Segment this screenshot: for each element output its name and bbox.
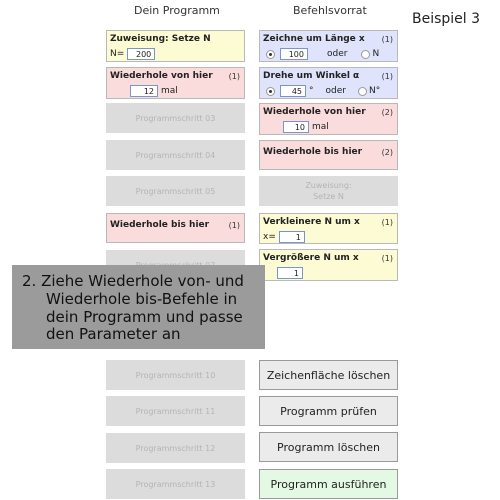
- program-assign-block[interactable]: [106, 30, 245, 62]
- assign-line-1: Zuweisung:: [305, 181, 352, 190]
- clear-canvas-button[interactable]: Zeichenfläche löschen: [259, 360, 398, 390]
- instruction-line-2: Wiederhole bis-Befehle in: [46, 290, 238, 308]
- block-title: Wiederhole von hier: [263, 107, 366, 117]
- example-label: Beispiel 3: [412, 11, 481, 27]
- program-step-04[interactable]: Programmschritt 04: [106, 140, 245, 170]
- command-repeat-until-block[interactable]: [259, 140, 398, 170]
- block-title: Verkleinere N um x: [263, 217, 360, 227]
- instruction-line-1: 2. Ziehe Wiederhole von- und: [22, 272, 244, 290]
- or-label: oder: [327, 49, 348, 59]
- run-program-button[interactable]: Programm ausführen: [259, 469, 398, 499]
- block-title: Drehe um Winkel α: [263, 71, 360, 81]
- decrease-value-input[interactable]: 1: [279, 231, 305, 243]
- alt-label: N: [372, 49, 380, 59]
- block-title: Vergrößere N um x: [263, 253, 359, 263]
- block-count: (2): [381, 108, 393, 117]
- block-count: (1): [228, 221, 240, 230]
- program-repeat-until-block[interactable]: [106, 213, 245, 243]
- repeat-unit: mal: [312, 122, 329, 132]
- command-assign-disabled: [259, 176, 398, 206]
- program-step-11[interactable]: Programmschritt 11: [106, 396, 245, 426]
- angle-n-radio[interactable]: [358, 87, 367, 96]
- program-step-05[interactable]: Programmschritt 05: [106, 176, 245, 206]
- length-value-radio[interactable]: [266, 50, 275, 59]
- repeat-count-input[interactable]: 10: [283, 121, 309, 133]
- angle-input[interactable]: 45: [280, 85, 306, 97]
- block-title: Wiederhole bis hier: [263, 147, 363, 157]
- block-title: Wiederhole bis hier: [110, 220, 210, 230]
- block-title: Zuweisung: Setze N: [110, 34, 211, 44]
- block-count: (1): [228, 72, 240, 81]
- command-repeat-from-block[interactable]: [259, 103, 398, 135]
- degree-unit: °: [309, 86, 314, 96]
- length-input[interactable]: 100: [280, 48, 308, 60]
- n-prefix: N=: [110, 49, 125, 59]
- repeat-count-input[interactable]: 12: [130, 85, 158, 97]
- program-step-03[interactable]: Programmschritt 03: [106, 103, 245, 133]
- command-increase-block[interactable]: [259, 249, 398, 281]
- block-count: (1): [381, 35, 393, 44]
- or-label: oder: [325, 86, 346, 96]
- block-title: Wiederhole von hier: [110, 71, 213, 81]
- check-program-button[interactable]: Programm prüfen: [259, 396, 398, 426]
- block-count: (1): [381, 254, 393, 263]
- commands-column-title: Befehlsvorrat: [293, 4, 367, 17]
- program-step-12[interactable]: Programmschritt 12: [106, 433, 245, 463]
- delete-program-button[interactable]: Programm löschen: [259, 432, 398, 462]
- command-draw-block[interactable]: [259, 30, 398, 62]
- block-count: (1): [381, 218, 393, 227]
- repeat-unit: mal: [161, 86, 178, 96]
- length-n-radio[interactable]: [361, 50, 370, 59]
- program-column-title: Dein Programm: [134, 4, 220, 17]
- block-title: Zeichne um Länge x: [263, 34, 365, 44]
- increase-value-input[interactable]: 1: [277, 267, 303, 279]
- program-step-13[interactable]: Programmschritt 13: [106, 469, 245, 499]
- instruction-line-3: dein Programm und passe: [46, 308, 243, 326]
- program-repeat-from-block[interactable]: [106, 67, 245, 99]
- instruction-line-4: den Parameter an: [46, 325, 181, 343]
- block-count: (1): [381, 72, 393, 81]
- block-count: (2): [381, 148, 393, 157]
- command-turn-block[interactable]: [259, 67, 398, 99]
- instruction-overlay: [12, 265, 265, 349]
- program-step-10[interactable]: Programmschritt 10: [106, 360, 245, 390]
- command-decrease-block[interactable]: [259, 213, 398, 244]
- x-prefix: x=: [263, 232, 276, 242]
- alt-label: N°: [368, 86, 381, 96]
- assign-line-2: Setze N: [313, 192, 344, 201]
- n-value-input[interactable]: 200: [127, 48, 155, 60]
- angle-value-radio[interactable]: [266, 87, 275, 96]
